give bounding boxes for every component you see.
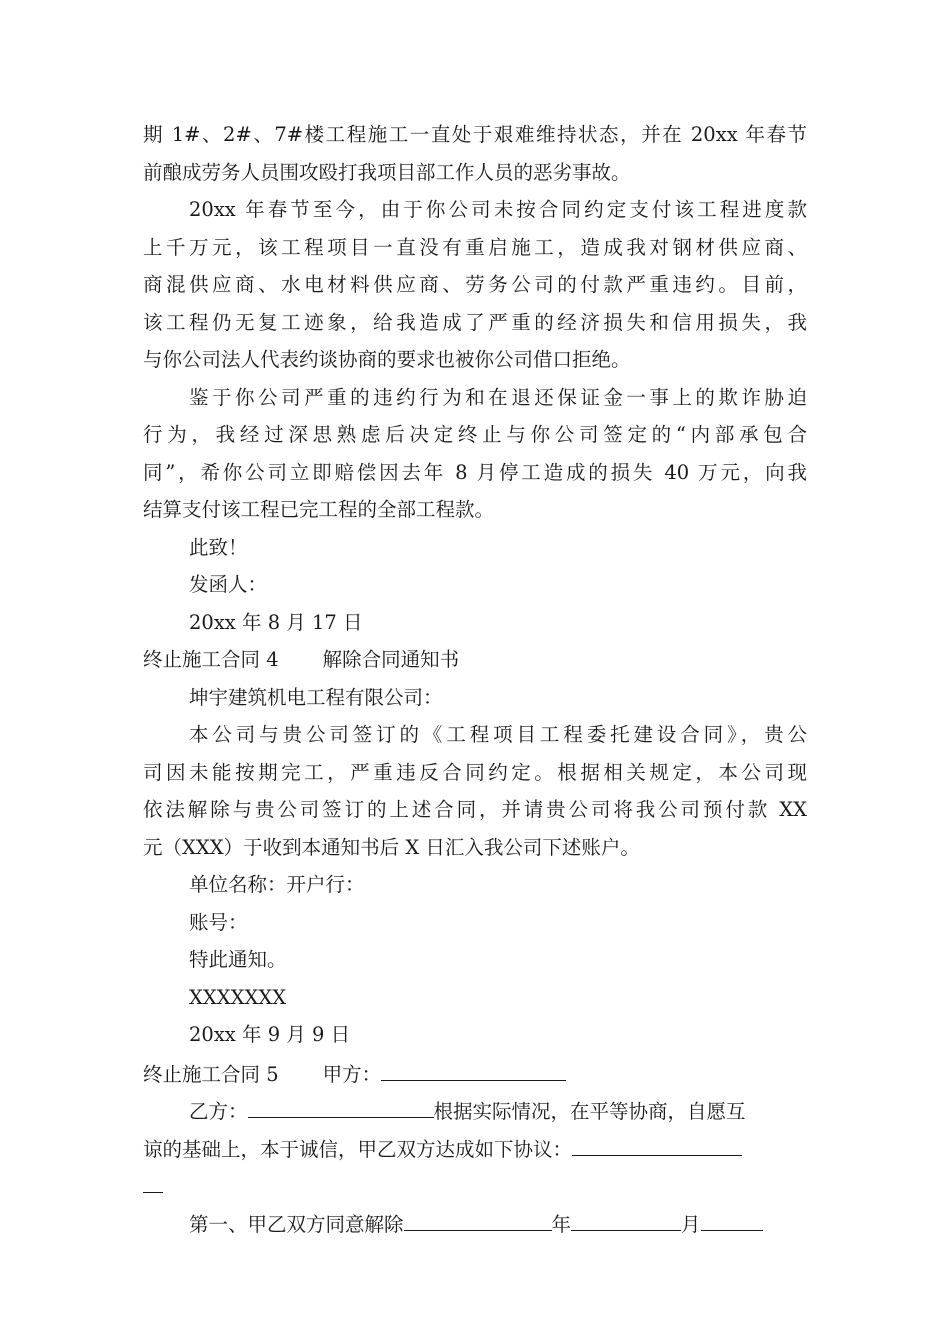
month-blank — [701, 1204, 763, 1231]
sender-label: 发函人： — [189, 573, 268, 596]
year-blank — [571, 1204, 681, 1231]
section-heading-4 — [143, 641, 807, 679]
paragraph-line: 上千万元，该工程项目一直没有重启施工，造成我对钢材供应商、 — [143, 235, 807, 259]
paragraph-line: 与你公司法人代表约谈协商的要求也被你公司借口拒绝。 — [143, 348, 631, 371]
section-number: 终止施工合同 4 — [143, 648, 279, 671]
party-b-blank — [248, 1091, 434, 1118]
addressee: 坤宇建筑机电工程有限公司： — [189, 685, 443, 709]
party-b-label: 乙方： — [189, 1100, 248, 1123]
signature: XXXXXXX — [189, 985, 287, 1009]
party-a-blank — [381, 1054, 566, 1081]
month-label: 月 — [681, 1212, 701, 1236]
paragraph-line: 司因未能按期完工，严重违反合同约定。根据相关规定，本公司现 — [143, 760, 807, 784]
date-blank — [404, 1204, 552, 1231]
paragraph-line: 商混供应商、水电材料供应商、劳务公司的付款严重违约。目前， — [143, 273, 807, 296]
paragraph-line: 本公司与贵公司签订的《工程项目工程委托建设合同》，贵公 — [189, 723, 807, 746]
paragraph-line: 鉴于你公司严重的违约行为和在退还保证金一事上的欺诈胁迫 — [189, 385, 807, 409]
agreement-blank — [572, 1129, 742, 1156]
party-b-text: 根据实际情况，在平等协商，自愿互 — [433, 1100, 746, 1123]
section-number: 终止施工合同 5 — [143, 1062, 279, 1086]
paragraph-line: 谅的基础上，本于诚信，甲乙双方达成如下协议： — [143, 1129, 807, 1167]
section-title: 解除合同通知书 — [322, 648, 460, 671]
year-label: 年 — [551, 1212, 572, 1236]
account-label: 账号： — [189, 910, 248, 934]
unit-name-label: 单位名称：开户行： — [189, 873, 365, 896]
article-1-line — [143, 1204, 807, 1242]
section-heading-5 — [143, 1054, 807, 1092]
blank-continuation — [143, 1166, 807, 1204]
closing-salutation: 此致！ — [189, 535, 248, 559]
party-a-label: 甲方： — [322, 1062, 382, 1086]
notice-date: 20xx 年 9 月 9 日 — [189, 1023, 351, 1046]
paragraph-line: 20xx 年春节至今，由于你公司未按合同约定支付该工程进度款 — [189, 198, 807, 221]
paragraph-line: 行为，我经过深思熟虑后决定终止与你公司签定的“内部承包合 — [143, 423, 807, 446]
article-1-text: 第一、甲乙双方同意解除 — [189, 1212, 404, 1236]
paragraph-line: 元（XXX）于收到本通知书后 X 日汇入我公司下述账户。 — [143, 835, 640, 859]
letter-date: 20xx 年 8 月 17 日 — [189, 610, 363, 634]
paragraph-line: 结算支付该工程已完工程的全部工程款。 — [143, 498, 495, 521]
notice-text: 特此通知。 — [189, 948, 287, 971]
party-b-line — [143, 1091, 807, 1129]
paragraph-line: 依法解除与贵公司签订的上述合同，并请贵公司将我公司预付款 XX — [143, 798, 807, 821]
paragraph-line: 同”，希你公司立即赔偿因去年 8 月停工造成的损失 40 万元，向我 — [143, 460, 807, 484]
paragraph-line: 该工程仍无复工迹象，给我造成了严重的经济损失和信用损失，我 — [143, 310, 807, 334]
paragraph-line: 期 1#、2#、7#楼工程施工一直处于艰难维持状态，并在 20xx 年春节 — [143, 123, 807, 146]
document-page — [143, 116, 807, 1241]
agreement-blank-tail — [143, 1166, 163, 1193]
paragraph-line: 前酿成劳务人员围攻殴打我项目部工作人员的恶劣事故。 — [143, 160, 631, 184]
